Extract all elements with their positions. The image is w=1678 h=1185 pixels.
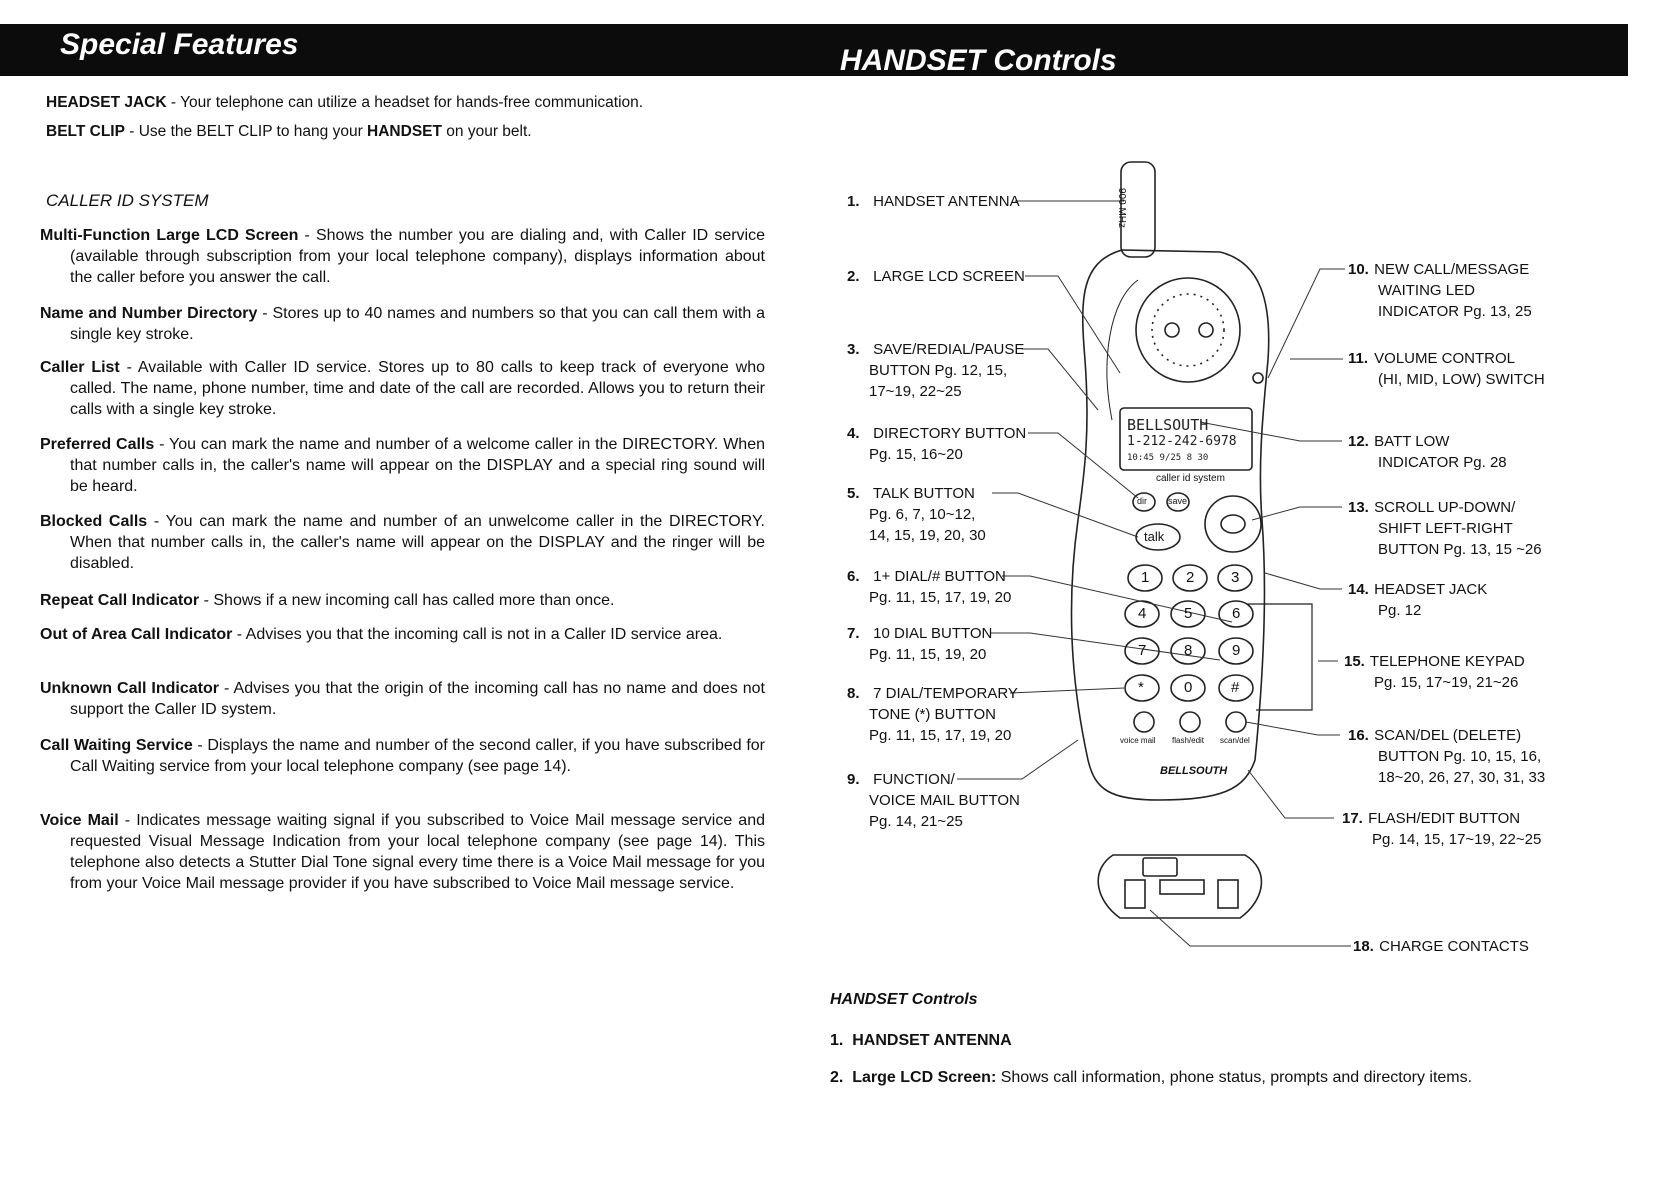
desc: - Your telephone can utilize a headset for hands-free communication. [166, 94, 644, 111]
callout-text: BUTTON Pg. 12, 15, [869, 362, 1008, 379]
callout-text: BUTTON Pg. 10, 15, 16, [1378, 748, 1542, 765]
callout-text: SCROLL UP-DOWN/ [1374, 499, 1516, 516]
callout-text: BUTTON Pg. 13, 15 ~26 [1378, 541, 1542, 558]
term: Call Waiting Service [40, 737, 193, 754]
key-4: 4 [1138, 605, 1147, 622]
term: Unknown Call Indicator [40, 680, 219, 697]
desc: - Displays the name and number of the second caller, if you have subscribed for Call Waiting service from your local telephone company (see page 14). [70, 737, 765, 775]
term: Blocked Calls [40, 513, 148, 530]
talk-button-label: talk [1144, 529, 1165, 544]
callout-number: 11. [1348, 350, 1369, 367]
callout-text: LARGE LCD SCREEN [873, 268, 1025, 285]
callout-8 [847, 683, 1018, 746]
callout-text: Pg. 14, 21~25 [869, 813, 963, 830]
item-number: 2. [830, 1069, 844, 1086]
callout-text: HANDSET ANTENNA [873, 193, 1020, 210]
callout-text: TONE (*) BUTTON [869, 706, 996, 723]
callout-text: HEADSET JACK [1374, 581, 1488, 598]
key-0: 0 [1184, 679, 1193, 696]
term: Out of Area Call Indicator [40, 626, 233, 643]
callout-number: 4. [847, 425, 860, 442]
callout-4 [847, 423, 1026, 465]
callout-11 [1348, 348, 1545, 390]
callout-number: 8. [847, 685, 860, 702]
callout-text: Pg. 11, 15, 17, 19, 20 [869, 727, 1012, 744]
led-dot [1253, 373, 1263, 383]
callout-number: 17. [1342, 810, 1363, 827]
callout-text: INDICATOR Pg. 13, 25 [1378, 303, 1532, 320]
desc: - Use the BELT CLIP to hang your [124, 123, 368, 140]
desc: - You can mark the name and number of an unwelcome caller in the DIRECTORY. When that number calls in, the caller's name will appear on the DISPLAY and the ringer will be disabled. [70, 513, 765, 572]
term: HEADSET JACK [46, 94, 167, 111]
caller-id-title: CALLER ID SYSTEM [46, 191, 209, 210]
callout-text: Pg. 11, 15, 19, 20 [869, 646, 987, 663]
callout-text: 17~19, 22~25 [869, 383, 962, 400]
soft-label-scan-del: scan/del [1220, 736, 1250, 745]
lcd-number-text: 1-212-242-6978 [1127, 434, 1237, 449]
callout-text: TALK BUTTON [872, 485, 975, 502]
key-2: 2 [1186, 569, 1195, 586]
callout-number: 10. [1348, 261, 1369, 278]
callout-16 [1348, 725, 1545, 788]
nav-ring [1205, 496, 1261, 552]
callout-text: 14, 15, 19, 20, 30 [869, 527, 986, 544]
callout-text: SAVE/REDIAL/PAUSE [873, 341, 1025, 358]
callout-number: 15. [1344, 653, 1365, 670]
lcd-top-text: BELLSOUTH [1127, 416, 1209, 434]
callout-text: Pg. 6, 7, 10~12, [869, 506, 976, 523]
callout-text: SCAN/DEL (DELETE) [1374, 727, 1522, 744]
callout-1 [847, 191, 1020, 212]
soft-label-voice-mail: voice mail [1120, 736, 1156, 745]
callout-9 [847, 769, 1020, 832]
callout-text: DIRECTORY BUTTON [873, 425, 1027, 442]
term: BELT CLIP [46, 123, 125, 140]
callout-text: VOICE MAIL BUTTON [869, 792, 1020, 809]
callout-13 [1348, 497, 1542, 560]
callout-15 [1344, 651, 1525, 693]
callout-3 [847, 339, 1024, 402]
callout-text: Pg. 12 [1378, 602, 1422, 619]
callout-number: 12. [1348, 433, 1369, 450]
soft-label-flash-edit: flash/edit [1172, 736, 1205, 745]
callout-number: 9. [847, 771, 860, 788]
callout-text: 1+ DIAL/# BUTTON [873, 568, 1006, 585]
desc-end: on your belt. [441, 123, 532, 140]
key-1: 1 [1141, 569, 1150, 586]
item-term: Large LCD Screen: [852, 1069, 997, 1086]
callout-text: 18~20, 26, 27, 30, 31, 33 [1378, 769, 1546, 786]
callout-number: 7. [847, 625, 860, 642]
callout-5 [847, 483, 986, 546]
lcd-bottom-text: 10:45 9/25 8 30 [1127, 453, 1209, 463]
callout-text: (HI, MID, LOW) SWITCH [1378, 371, 1545, 388]
callout-number: 2. [847, 268, 860, 285]
key-9: 9 [1232, 642, 1241, 659]
term: Name and Number Directory [40, 305, 258, 322]
callout-text: WAITING LED [1378, 282, 1475, 299]
callout-number: 5. [847, 485, 860, 502]
callout-2 [847, 266, 1025, 287]
handset-term: HANDSET [367, 123, 442, 140]
callout-text: 7 DIAL/TEMPORARY [873, 685, 1018, 702]
callout-text: NEW CALL/MESSAGE [1374, 261, 1530, 278]
desc: - Indicates message waiting signal if you subscribed to Voice Mail message service and requested Visual Message Indication from your local telephone company (see page 14). This telephone also detects a Stutter Dial Tone signal every time there is a Voice Mail message for you from your Voice Mail message provider if you have subscribed to Voice Mail message service. [70, 812, 766, 892]
caller-id-caption: caller id system [1156, 473, 1225, 484]
save-button-label: save [1168, 496, 1188, 506]
desc: - Available with Caller ID service. Stores up to 80 calls to keep track of everyone who called. The name, phone number, time and date of the call are recorded. Allows you to return their calls with a single key stroke. [70, 359, 766, 418]
callout-number: 13. [1348, 499, 1369, 516]
desc: - Advises you that the incoming call is not in a Caller ID service area. [232, 626, 723, 643]
item-number: 1. [830, 1032, 844, 1049]
callout-text: BATT LOW [1374, 433, 1450, 450]
callout-text: 10 DIAL BUTTON [873, 625, 993, 642]
callout-text: Pg. 14, 15, 17~19, 22~25 [1372, 831, 1542, 848]
callout-text: Pg. 15, 17~19, 21~26 [1374, 674, 1519, 691]
callout-text: FUNCTION/ [873, 771, 955, 788]
section-title-right: HANDSET Controls [840, 44, 1117, 77]
callout-18 [1353, 936, 1529, 957]
key-3: 3 [1231, 569, 1240, 586]
desc: - You can mark the name and number of a welcome caller in the DIRECTORY. When that number calls in, the caller's name will appear on the DISPLAY and a special ring sound will be heard. [70, 436, 765, 495]
term: Voice Mail [40, 812, 119, 829]
bottom-item-1 [830, 1032, 1012, 1050]
term: Caller List [40, 359, 120, 376]
key-hash: # [1231, 679, 1240, 696]
item-desc: Shows call information, phone status, prompts and directory items. [996, 1069, 1473, 1086]
callout-10 [1348, 259, 1532, 322]
callout-number: 18. [1353, 938, 1374, 955]
callout-number: 16. [1348, 727, 1369, 744]
antenna-text: 900 MHz [1116, 188, 1127, 229]
key-8: 8 [1184, 642, 1193, 659]
key-7: 7 [1138, 642, 1147, 659]
desc: - Advises you that the origin of the incoming call has no name and does not support the Caller ID system. [70, 680, 765, 718]
callout-12 [1348, 431, 1507, 473]
phone-brand: BELLSOUTH [1160, 765, 1228, 777]
desc: - Stores up to 40 names and numbers so that you can call them with a single key stroke. [70, 305, 766, 343]
callout-number: 3. [847, 341, 860, 358]
callout-number: 6. [847, 568, 860, 585]
bottom-item-2 [830, 1068, 1555, 1087]
section-title-left: Special Features [60, 28, 299, 61]
term: Multi-Function Large LCD Screen [40, 227, 299, 244]
callout-text: Pg. 15, 16~20 [869, 446, 963, 463]
key-6: 6 [1232, 605, 1241, 622]
item-text: HANDSET ANTENNA [852, 1032, 1012, 1049]
dir-button-label: dir [1137, 496, 1148, 506]
callout-number: 14. [1348, 581, 1369, 598]
callout-text: TELEPHONE KEYPAD [1369, 653, 1525, 670]
bottom-section-title: HANDSET Controls [830, 991, 978, 1008]
callout-14 [1348, 579, 1487, 621]
callout-7 [847, 623, 992, 665]
term: Repeat Call Indicator [40, 592, 200, 609]
term: Preferred Calls [40, 436, 155, 453]
key-5: 5 [1184, 605, 1193, 622]
callout-6 [847, 566, 1011, 608]
desc: - Shows if a new incoming call has called more than once. [199, 592, 615, 609]
callout-text: CHARGE CONTACTS [1379, 938, 1529, 955]
callout-text: SHIFT LEFT-RIGHT [1378, 520, 1513, 537]
callout-text: Pg. 11, 15, 17, 19, 20 [869, 589, 1012, 606]
callout-text: VOLUME CONTROL [1374, 350, 1516, 367]
callout-17 [1342, 808, 1541, 850]
key-star: * [1138, 679, 1144, 696]
callout-number: 1. [847, 193, 860, 210]
callout-text: INDICATOR Pg. 28 [1378, 454, 1507, 471]
desc: - Shows the number you are dialing and, with Caller ID service (available through subscription from your local telephone company), displays information about the caller before you answer the call. [70, 227, 765, 286]
callout-text: FLASH/EDIT BUTTON [1368, 810, 1521, 827]
